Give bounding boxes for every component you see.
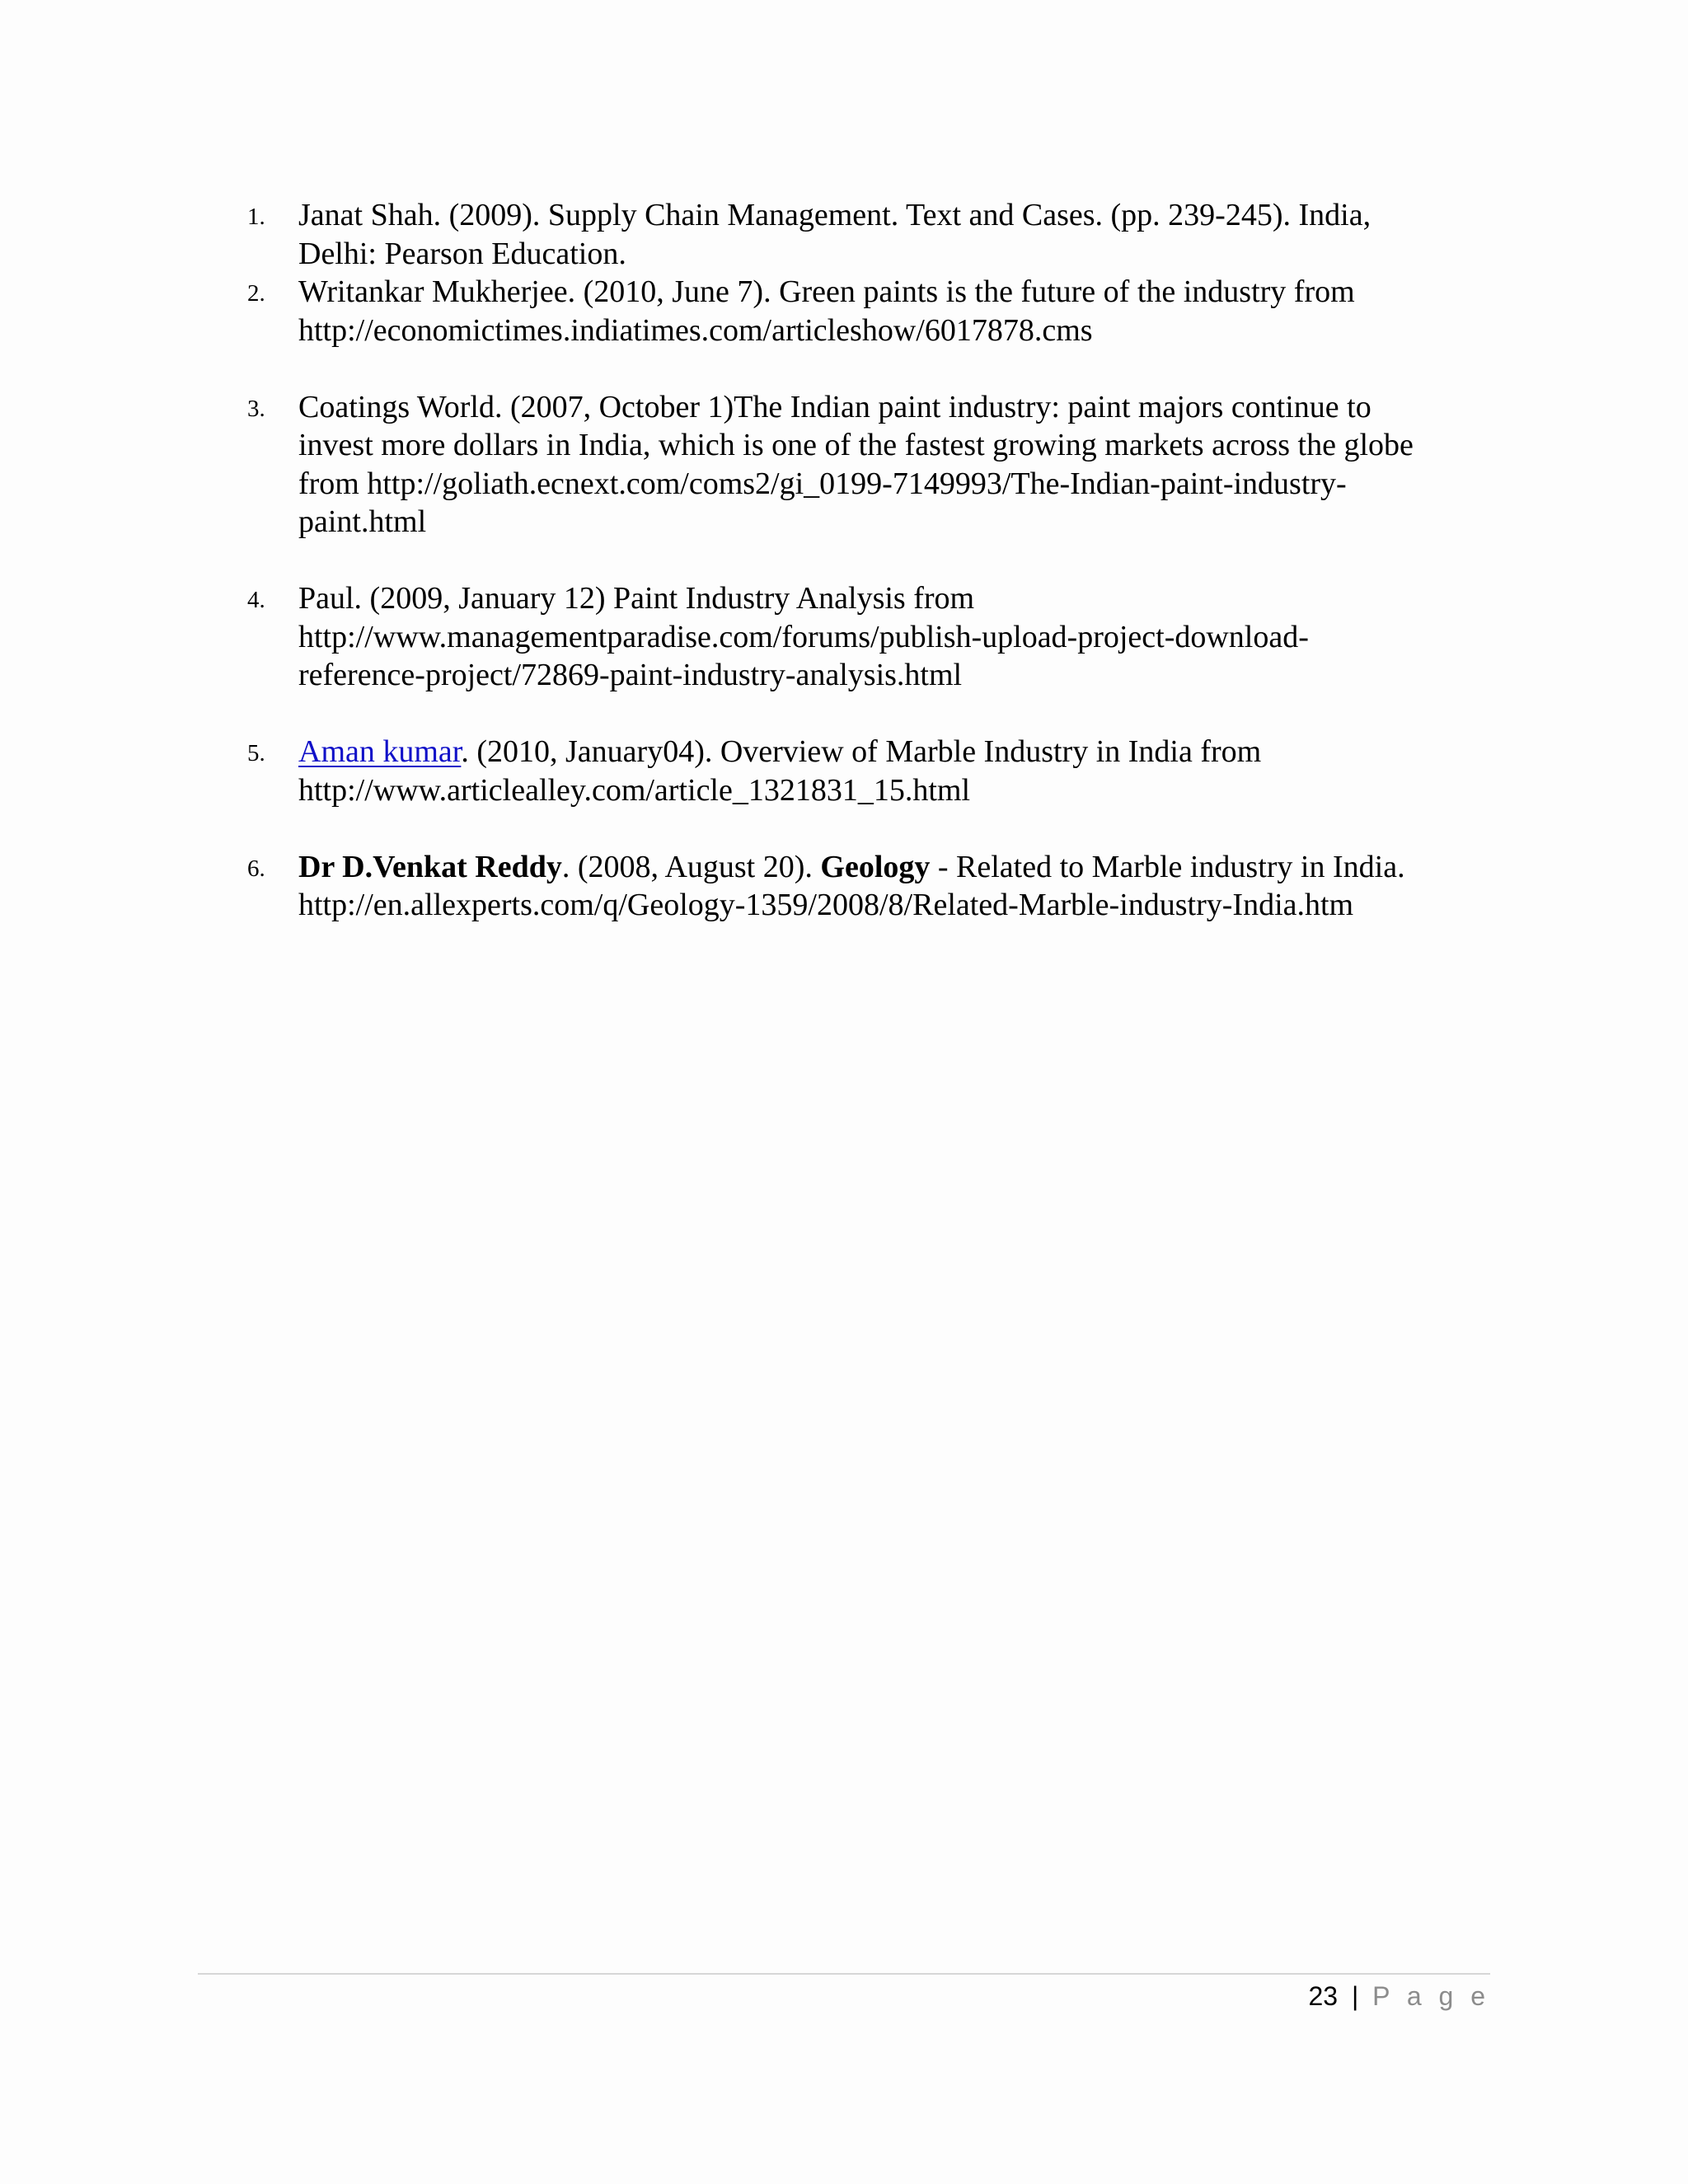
reference-text: . (2010, January04). Overview of Marble Industry in India from (461, 734, 1262, 769)
reference-number: 5. (247, 740, 265, 766)
reference-item-1 (247, 196, 1500, 273)
page-footer (1308, 1978, 1490, 2014)
reference-text: . (2008, August 20). (561, 849, 821, 884)
reference-text-line: Janat Shah. (2009). Supply Chain Management. Text and Cases. (pp. 239-245). India, (298, 198, 1372, 232)
reference-text: - Related to Marble industry in India. (930, 849, 1405, 884)
reference-item-5 (247, 733, 1500, 809)
reference-url-line: http://en.allexperts.com/q/Geology-1359/2008/8/Related-Marble-industry-India.htm (298, 888, 1354, 922)
reference-subject: Geology (820, 849, 931, 884)
reference-text-line: Delhi: Pearson Education. (298, 236, 626, 271)
reference-number: 6. (247, 855, 265, 882)
reference-item-4 (247, 579, 1500, 695)
reference-url-line: reference-project/72869-paint-industry-analysis.html (298, 658, 963, 692)
footer-divider (198, 1973, 1490, 1975)
reference-item-6 (247, 848, 1500, 925)
reference-number: 3. (247, 395, 265, 422)
reference-number: 1. (247, 204, 265, 230)
footer-page-label: P a g e (1372, 1981, 1490, 2011)
reference-url-line: http://www.managementparadise.com/forums/publish-upload-project-download- (298, 619, 1309, 654)
reference-url-line: http://economictimes.indiatimes.com/articleshow/6017878.cms (298, 312, 1093, 348)
reference-text-line (298, 733, 1500, 771)
reference-text-line: Writankar Mukherjee. (2010, June 7). Green paints is the future of the industry from (298, 274, 1355, 309)
reference-text-line: paint.html (298, 504, 427, 539)
reference-text-line: Coatings World. (2007, October 1)The Indian paint industry: paint majors continue to (298, 389, 1372, 424)
reference-text-line (298, 848, 1500, 887)
reference-text-line: Paul. (2009, January 12) Paint Industry Analysis from (298, 581, 975, 616)
reference-text-line: invest more dollars in India, which is one of the fastest growing markets across the globe (298, 428, 1414, 462)
reference-item-3 (247, 388, 1500, 541)
reference-number: 4. (247, 587, 265, 613)
author-link-aman-kumar[interactable]: Aman kumar (298, 734, 462, 769)
reference-item-2 (247, 273, 1500, 349)
reference-list (247, 196, 1500, 963)
reference-author: Dr D.Venkat Reddy (298, 849, 562, 884)
reference-number: 2. (247, 280, 265, 307)
footer-separator: | (1351, 1981, 1359, 2011)
reference-url-line: http://www.articlealley.com/article_1321831_15.html (298, 772, 971, 808)
reference-text-line: from http://goliath.ecnext.com/coms2/gi_0199-7149993/The-Indian-paint-industry- (298, 466, 1347, 501)
page-number: 23 (1308, 1981, 1339, 2011)
